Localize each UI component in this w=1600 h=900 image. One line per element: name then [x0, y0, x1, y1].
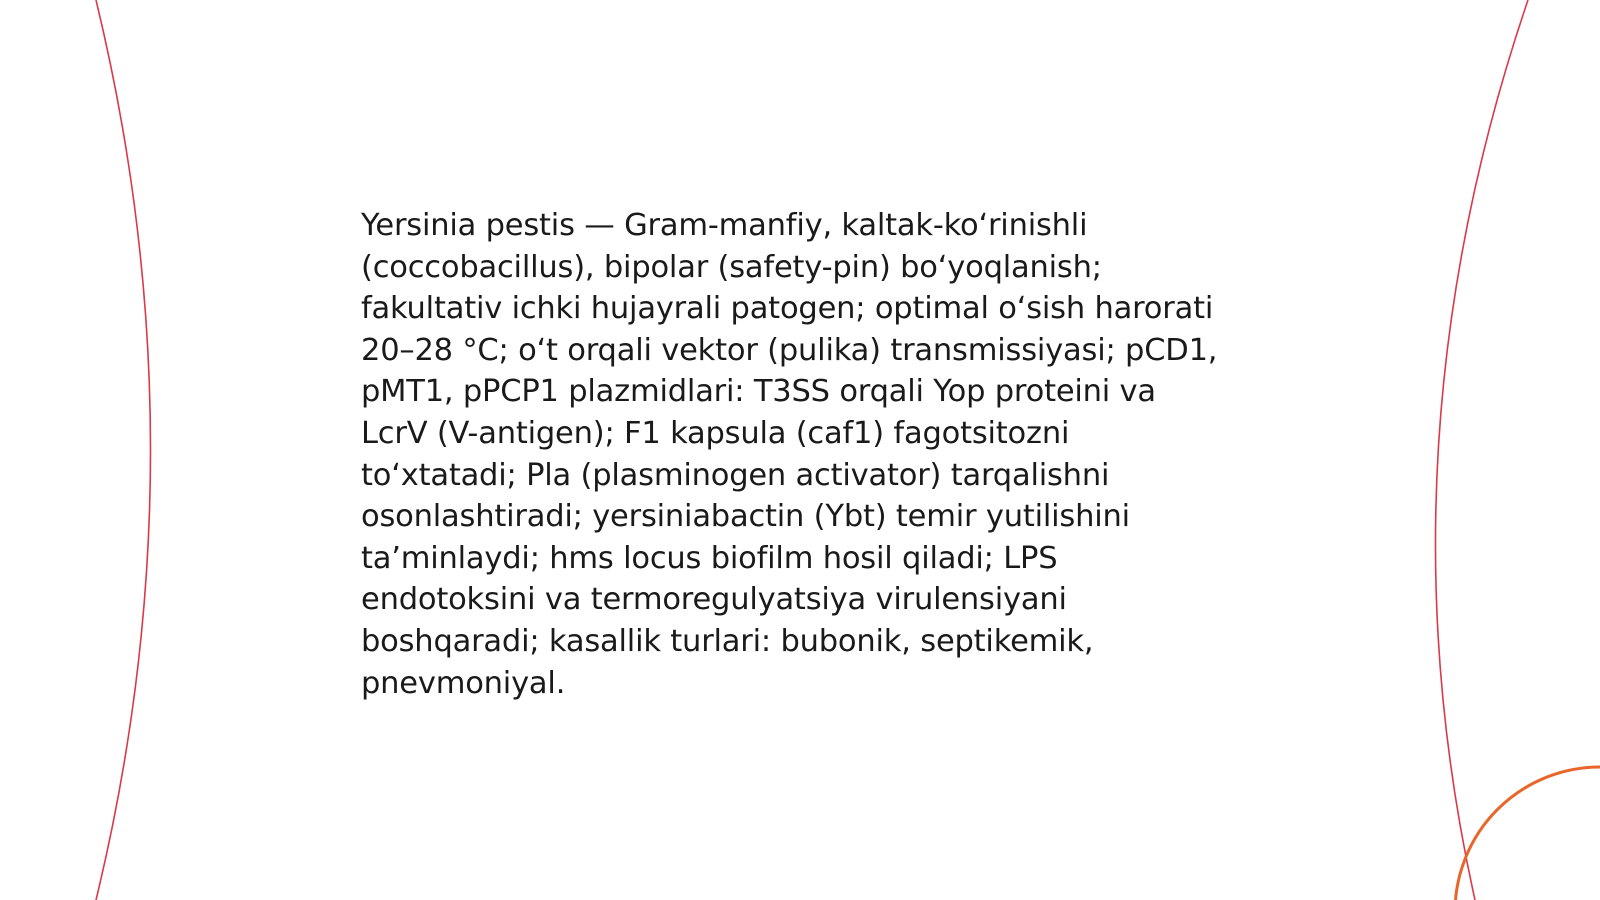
left-arc — [96, 0, 151, 900]
body-text: Yersinia pestis — Gram-manfiy, kaltak-koʻrinishli (coccobacillus), bipolar (safety-pin) boʻyoqlanish; fakultativ ichki hujayrali patogen; optimal oʻsish harorati 20–28 °C; oʻt orqali vektor (pulika) transmissiyasi; pCD1, pMT1, pPCP1 plazmidlari: T3SS orqali Yop proteini va LcrV (V-antigen); F1 kapsula (caf1) fagotsitozni toʻxtatadi; Pla (plasminogen activator) tarqalishni osonlashtiradi; yersiniabactin (Ybt) temir yutilishini taʼminlaydi; hms locus biofilm hosil qiladi; LPS endotoksini va termoregulyatsiya virulensiyani boshqaradi; kasallik turlari: bubonik, septikemik, pnevmoniyal. — [361, 208, 1218, 701]
right-arc — [1435, 0, 1528, 900]
corner-arc — [1455, 767, 1600, 900]
